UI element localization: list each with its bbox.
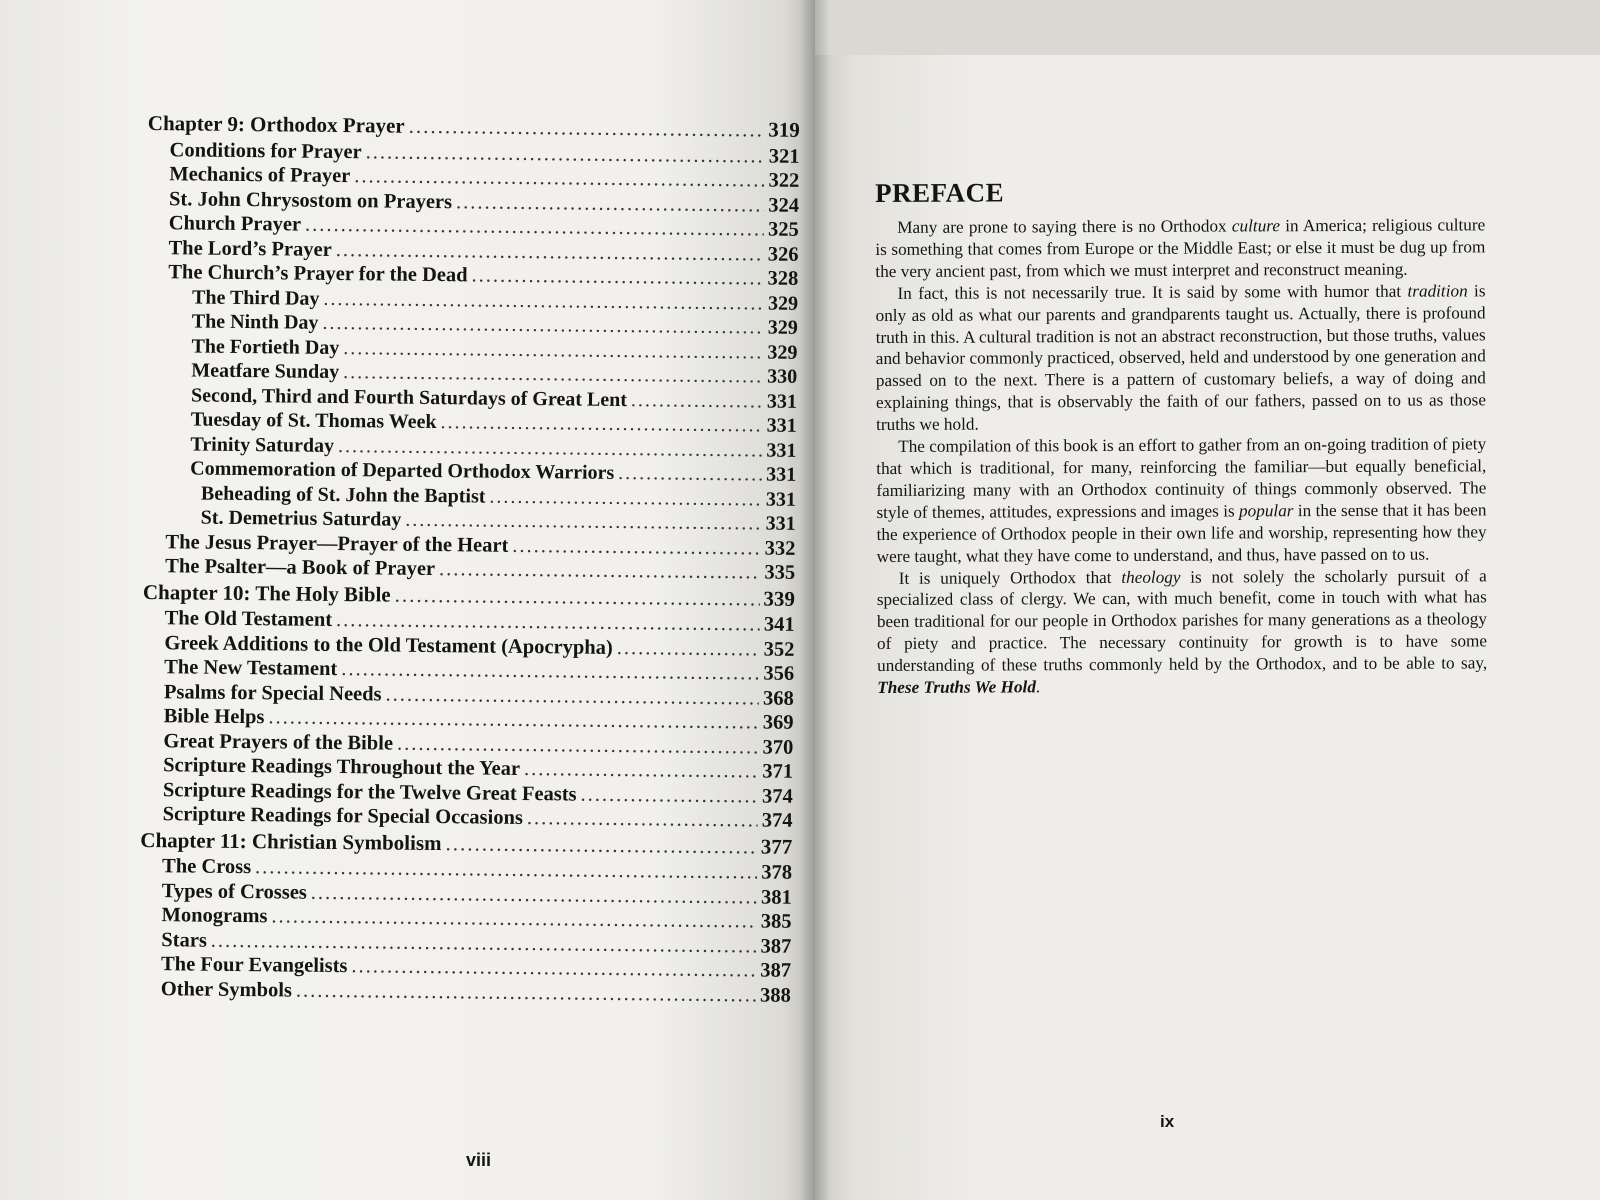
toc-entry-page: 325 [767,218,799,241]
emphasis-text: theology [1121,567,1181,587]
toc-entry-title: Greek Additions to the Old Testament (Apocrypha) [164,631,613,659]
toc-entry-page: 329 [767,341,798,364]
toc-entry-title: Commemoration of Departed Orthodox Warriors [190,457,615,484]
toc-entry-page: 330 [767,365,798,388]
toc-entry-title: Scripture Readings for Special Occasions [162,803,524,830]
toc-entry-title: The Church’s Prayer for the Dead [168,261,468,287]
toc-leader-dots [512,533,761,560]
toc-entry-title: St. Demetrius Saturday [200,506,402,531]
preface-paragraph [875,214,1485,282]
paragraph-text: is only as old as what our parents and grandparents taught us. Actually, there is profound truth in this. A cultural tradition is not an abstract reconstruction, but those truths, values and behavior commonly practiced, observed, held and understood by one generation and passed on to the next. There is a pattern of customary beliefs, a way of doing and explaining things, that is observably the faith of our fathers, passed on to us as those truths we hold. [875,281,1487,435]
toc-entry-page: 388 [759,984,791,1007]
toc-entry-title: Bible Helps [163,705,265,729]
toc-entry-page: 368 [763,687,794,710]
toc-leader-dots [439,557,761,585]
toc-entry-page: 370 [762,736,794,759]
paragraph-text: is not solely the scholarly pursuit of a specialized class of clergy. We can, with much benefit, come in touch with what has been traditional for our people in Orthodox parishes for many generations as a theology of piety and practice. The necessary continuity for growth is to have some understanding of these truths commonly held by the Orthodox, and to be able to say, [876,565,1488,676]
toc-entry-page: 381 [760,886,792,909]
toc-entry-page: 319 [768,117,800,142]
emphasis-text: popular [1238,500,1294,521]
toc-entry-page: 356 [763,662,795,685]
toc-entry-title: The Old Testament [164,607,333,632]
toc-entry-page: 331 [766,414,797,437]
right-page-number: ix [1160,1112,1175,1131]
toc-entry-title: Church Prayer [168,212,302,236]
toc-leader-dots [471,263,763,291]
toc-entry-title: The Third Day [191,286,320,310]
toc-entry-title: Meatfare Sunday [191,359,340,384]
toc-leader-dots [489,484,762,511]
toc-entry-page: 339 [763,586,796,611]
emphasis-text: tradition [1407,281,1468,301]
toc-entry-page: 321 [768,145,800,168]
toc-leader-dots [409,113,765,144]
toc-entry-title: St. John Chrysostom on Prayers [168,187,453,213]
preface-section [875,175,1487,699]
toc-entry-page: 331 [766,463,797,486]
preface-paragraph [877,565,1488,699]
preface-paragraph [876,433,1487,567]
toc-entry-page: 331 [766,390,798,413]
toc-entry-page: 371 [762,760,794,783]
toc-entry-page: 329 [767,316,798,339]
toc-entry-title: Chapter 9: Orthodox Prayer [147,110,405,138]
toc-leader-dots [456,190,764,218]
toc-entry-title: Scripture Readings Throughout the Year [163,754,521,781]
paragraph-text: In fact, this is not necessarily true. It is said by some with humor that [897,281,1408,303]
toc-entry-page: 335 [764,561,796,584]
paragraph-text: The compilation of this book is an effort to gather from an on-going tradition of piety that which is traditional, for many, reinforcing the familiar—but equally beneficial, familiarizing many with an Orthodox continuity of things commonly observed. The style of themes, attitudes, expressions and images is [876,434,1487,522]
toc-entry-title: The Ninth Day [191,310,319,334]
toc-leader-dots [440,410,762,438]
emphasis-text: These Truths We Hold [877,677,1036,698]
table-of-contents [139,110,800,1008]
preface-body [875,214,1487,699]
toc-entry-page: 387 [760,959,792,983]
toc-entry-title: Beheading of St. John the Baptist [200,482,486,508]
toc-entry-page: 331 [766,439,797,462]
toc-entry-title: Types of Crosses [161,879,307,904]
toc-entry-title: Trinity Saturday [190,433,335,457]
toc-entry-title: Monograms [161,904,268,928]
toc-entry-page: 331 [765,488,797,511]
toc-entry-title: Great Prayers of the Bible [163,729,394,755]
toc-entry-title: The New Testament [164,656,338,681]
toc-leader-dots [296,978,756,1007]
toc-entry-title: Conditions for Prayer [169,138,362,163]
toc-entry-title: The Psalter—a Book of Prayer [165,555,436,581]
toc-entry-page: 328 [767,267,799,290]
toc-entry-page: 377 [760,834,793,859]
toc-entry-title: The Cross [161,855,252,879]
toc-leader-dots [524,757,759,784]
toc-entry-title: The Lord’s Prayer [168,236,332,261]
paragraph-text: It is uniquely Orthodox that [898,567,1122,588]
toc-leader-dots [527,806,758,833]
toc-entry-title: The Fortieth Day [191,335,340,359]
preface-heading: PREFACE [875,177,1005,208]
toc-entry-title: Second, Third and Fourth Saturdays of Great Lent [190,384,628,411]
toc-entry-page: 385 [760,910,792,934]
toc-entry-title: Stars [161,928,207,952]
toc-leader-dots [395,581,760,612]
toc-entry-page: 331 [765,512,796,535]
toc-entry-page: 324 [768,194,800,217]
toc-entry-page: 387 [760,935,792,958]
toc-entry-title: Chapter 11: Christian Symbolism [140,827,442,855]
toc-entry-page: 322 [768,169,800,192]
preface-paragraph [875,280,1486,436]
toc-entry-page: 374 [761,809,793,832]
toc-leader-dots [631,388,763,414]
toc-leader-dots [405,508,762,536]
paragraph-text: Many are prone to saying there is no Orthodox [897,216,1232,237]
paragraph-text: . [1035,677,1041,697]
toc-entry-page: 369 [762,711,794,734]
toc-entry-page: 341 [763,613,795,636]
paragraph-text: in the sense that it has been the experience of Orthodox people in their own life and worship, representing how they were taught, what they have come to understand, and thus, have passed on to us. [876,500,1487,566]
toc-entry-page: 332 [764,537,796,560]
book-gutter [800,0,830,1200]
toc-entry-page: 352 [763,638,795,661]
toc-entry-title: Chapter 10: The Holy Bible [142,579,391,607]
toc-leader-dots [397,731,759,759]
left-page-number: viii [466,1150,492,1170]
toc-entry-title: Psalms for Special Needs [163,680,382,706]
toc-entry-page: 378 [761,861,793,885]
emphasis-text: culture [1231,216,1280,236]
toc-entry-title: Other Symbols [160,977,293,1002]
toc-entry-title: The Four Evangelists [160,953,348,978]
toc-entry-title: Tuesday of St. Thomas Week [190,408,437,434]
paragraph-text: in America; religious culture is something that comes from Europe or the Middle East; or else it must be dug up from the very ancient past, from which we must interpret and reconstruct meaning. [875,215,1486,281]
toc-entry-page: 374 [761,785,793,808]
toc-entry-title: Mechanics of Prayer [169,163,351,188]
toc-leader-dots [445,830,757,861]
toc-leader-dots [580,782,758,808]
toc-entry-title: The Jesus Prayer—Prayer of the Heart [165,530,509,557]
toc-entry-page: 329 [767,292,799,315]
toc-leader-dots [618,461,762,487]
toc-entry-page: 326 [767,243,799,266]
toc-leader-dots [617,636,760,662]
toc-entry-title: Scripture Readings for the Twelve Great Feasts [162,778,577,806]
